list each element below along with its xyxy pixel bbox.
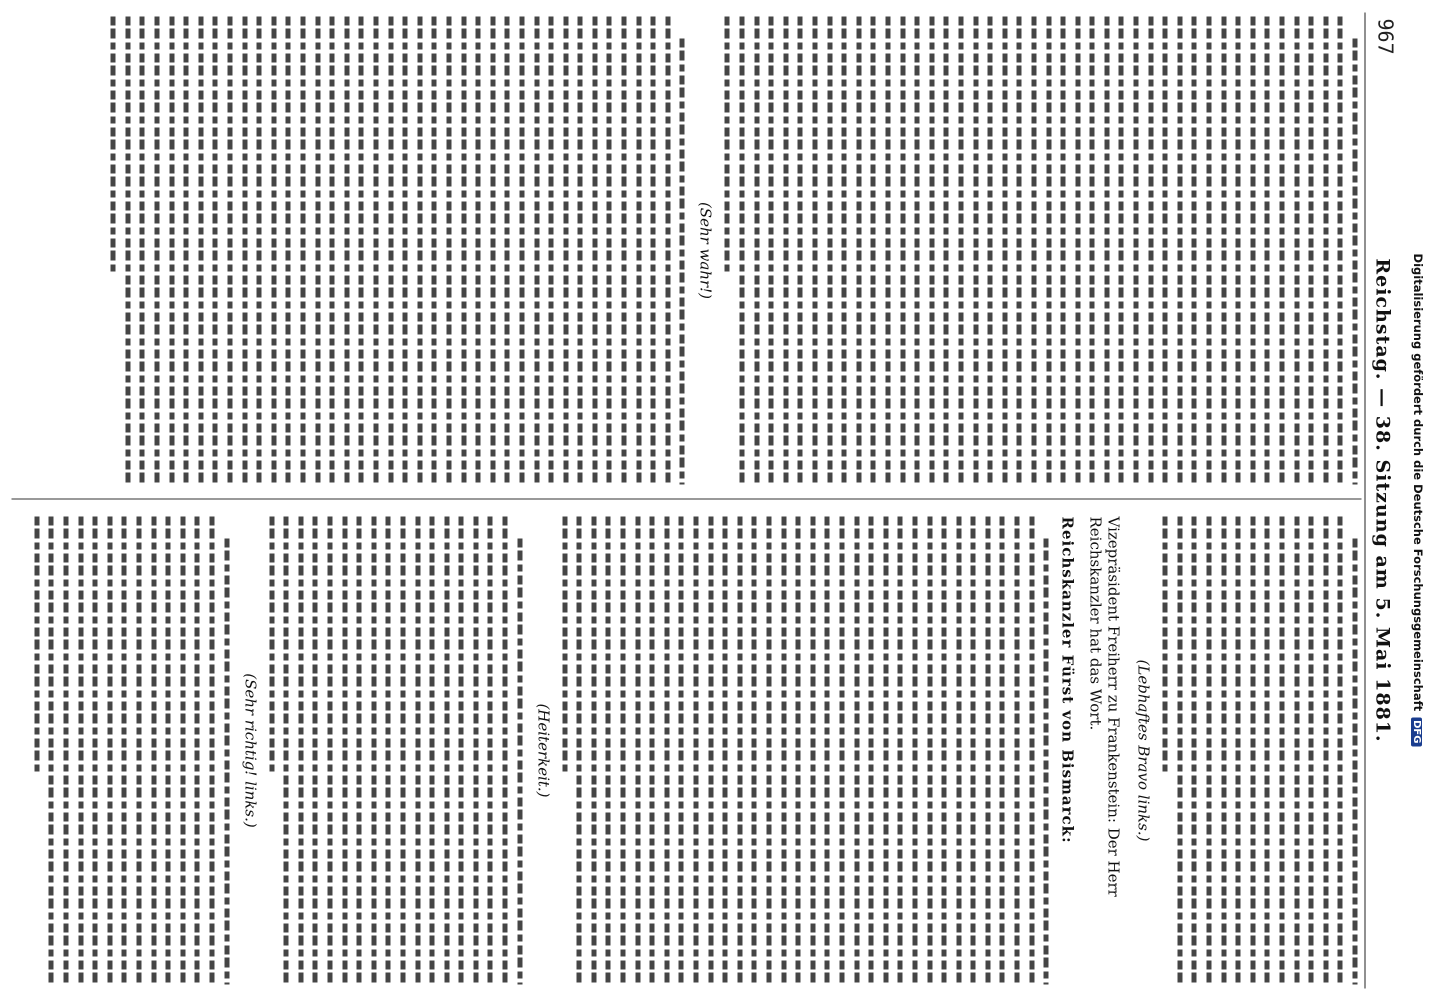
text-line-placeholder	[344, 16, 349, 484]
text-line-placeholder	[900, 16, 905, 484]
interjection: (Sehr richtig! links.)	[240, 672, 259, 828]
text-line-placeholder	[107, 516, 112, 984]
text-line-placeholder	[78, 516, 83, 984]
text-line-placeholder	[183, 16, 188, 484]
text-line-placeholder	[180, 516, 185, 984]
text-line-placeholder	[446, 16, 451, 484]
text-line-placeholder	[415, 516, 420, 984]
text-line-placeholder	[607, 16, 612, 484]
text-line-placeholder	[985, 516, 990, 984]
text-line-placeholder	[576, 516, 581, 984]
text-line-placeholder	[751, 516, 756, 984]
interjection: (Lebhaftes Bravo links.)	[1134, 659, 1153, 841]
text-line-placeholder	[563, 16, 568, 484]
text-line-placeholder	[63, 516, 68, 984]
text-line-placeholder	[592, 16, 597, 484]
text-line-placeholder	[517, 538, 522, 984]
paragraph	[269, 516, 522, 984]
text-line-placeholder	[912, 516, 917, 984]
text-line-placeholder	[1264, 16, 1269, 484]
dfg-logo: DFG	[1411, 717, 1422, 746]
text-line-placeholder	[1046, 16, 1051, 484]
text-line-placeholder	[140, 16, 145, 484]
text-line-placeholder	[1104, 16, 1109, 484]
paragraph	[724, 16, 1357, 484]
text-line-placeholder	[897, 516, 902, 984]
text-line-placeholder	[1002, 16, 1007, 484]
running-title: Reichstag. — 38. Sitzung am 5. Mai 1881.	[1371, 257, 1393, 743]
text-line-placeholder	[1323, 16, 1328, 484]
text-line-placeholder	[1279, 16, 1284, 484]
speaker-name	[1058, 516, 1076, 984]
text-line-placeholder	[48, 516, 53, 984]
text-line-placeholder	[870, 16, 875, 484]
text-line-placeholder	[868, 516, 873, 984]
text-line-placeholder	[929, 16, 934, 484]
text-line-placeholder	[1294, 516, 1299, 984]
text-line-placeholder	[1133, 16, 1138, 484]
text-line-placeholder	[650, 16, 655, 484]
text-line-placeholder	[562, 516, 567, 773]
paragraph	[110, 16, 684, 484]
text-line-placeholder	[1235, 516, 1240, 984]
text-line-placeholder	[1294, 16, 1299, 484]
text-line-placeholder	[635, 516, 640, 984]
text-line-placeholder	[1206, 516, 1211, 984]
text-line-placeholder	[1000, 516, 1005, 984]
text-line-placeholder	[488, 516, 493, 984]
column-divider	[11, 498, 1361, 499]
text-line-placeholder	[973, 16, 978, 484]
text-line-placeholder	[824, 516, 829, 984]
text-line-placeholder	[417, 16, 422, 484]
text-line-placeholder	[591, 516, 596, 984]
text-line-placeholder	[737, 516, 742, 984]
text-line-placeholder	[1308, 16, 1313, 484]
text-line-placeholder	[1191, 16, 1196, 484]
text-line-placeholder	[194, 516, 199, 984]
text-line-placeholder	[212, 16, 217, 484]
text-line-placeholder	[1279, 516, 1284, 984]
text-line-placeholder	[1162, 16, 1167, 484]
text-line-placeholder	[475, 16, 480, 484]
text-line-placeholder	[1016, 16, 1021, 484]
text-line-placeholder	[1029, 516, 1034, 984]
text-line-placeholder	[356, 516, 361, 984]
text-line-placeholder	[1191, 516, 1196, 984]
paragraph	[34, 516, 229, 984]
text-line-placeholder	[1043, 538, 1048, 984]
interjection: (Heiterkeit.)	[533, 702, 552, 798]
text-line-placeholder	[327, 516, 332, 984]
text-line-placeholder	[956, 516, 961, 984]
text-line-placeholder	[708, 516, 713, 984]
digitization-credit	[1405, 0, 1432, 1000]
text-line-placeholder	[970, 516, 975, 984]
text-line-placeholder	[839, 516, 844, 984]
text-line-placeholder	[1089, 16, 1094, 484]
text-line-placeholder	[224, 538, 229, 984]
text-line-placeholder	[373, 16, 378, 484]
text-line-placeholder	[169, 16, 174, 484]
text-line-placeholder	[227, 16, 232, 484]
text-line-placeholder	[797, 16, 802, 484]
text-line-placeholder	[1206, 16, 1211, 484]
text-line-placeholder	[548, 16, 553, 484]
text-line-placeholder	[504, 16, 509, 484]
text-line-placeholder	[854, 516, 859, 984]
text-line-placeholder	[1337, 516, 1342, 984]
text-line-placeholder	[987, 16, 992, 484]
paragraph	[562, 516, 1049, 984]
text-line-placeholder	[400, 516, 405, 984]
text-line-placeholder	[165, 516, 170, 984]
text-line-placeholder	[1308, 516, 1313, 984]
text-line-placeholder	[198, 16, 203, 484]
text-line-placeholder	[1221, 16, 1226, 484]
text-line-placeholder	[1060, 16, 1065, 484]
text-line-placeholder	[534, 16, 539, 484]
text-line-placeholder	[1352, 538, 1357, 984]
text-line-placeholder	[781, 516, 786, 984]
page-number: 967	[1373, 18, 1397, 55]
text-line-placeholder	[121, 516, 126, 984]
text-line-placeholder	[1264, 516, 1269, 984]
text-line-placeholder	[678, 516, 683, 984]
text-line-placeholder	[329, 16, 334, 484]
text-line-placeholder	[883, 516, 888, 984]
text-line-placeholder	[519, 16, 524, 484]
text-line-placeholder	[1352, 38, 1357, 484]
text-column-left	[17, 16, 1357, 484]
text-line-placeholder	[1148, 16, 1153, 484]
text-line-placeholder	[841, 16, 846, 484]
text-line-placeholder	[429, 516, 434, 984]
speaker-intro: Vizepräsident Freiherr zu Frankenstein: Der Herr Reichskanzler hat das Wort.	[1086, 516, 1123, 897]
text-line-placeholder	[136, 516, 141, 984]
text-line-placeholder	[664, 516, 669, 984]
interjection: (Sehr wahr!)	[696, 201, 715, 299]
text-line-placeholder	[941, 516, 946, 984]
text-line-placeholder	[927, 516, 932, 984]
text-line-placeholder	[151, 516, 156, 984]
text-line-placeholder	[768, 16, 773, 484]
text-line-placeholder	[914, 16, 919, 484]
text-line-placeholder	[269, 516, 274, 773]
text-column-right	[17, 516, 1357, 984]
text-line-placeholder	[1162, 516, 1167, 773]
text-line-placeholder	[605, 516, 610, 984]
text-line-placeholder	[92, 516, 97, 984]
text-line-placeholder	[1323, 516, 1328, 984]
text-line-placeholder	[385, 516, 390, 984]
text-line-placeholder	[256, 16, 261, 484]
text-line-placeholder	[636, 16, 641, 484]
text-line-placeholder	[490, 16, 495, 484]
text-line-placeholder	[812, 16, 817, 484]
text-line-placeholder	[473, 516, 478, 984]
text-line-placeholder	[665, 16, 670, 484]
text-line-placeholder	[285, 16, 290, 484]
text-line-placeholder	[431, 16, 436, 484]
text-line-placeholder	[402, 16, 407, 484]
text-line-placeholder	[358, 16, 363, 484]
text-line-placeholder	[1337, 16, 1342, 484]
paragraph	[1162, 516, 1357, 984]
text-line-placeholder	[209, 516, 214, 984]
text-line-placeholder	[739, 16, 744, 484]
text-line-placeholder	[1177, 16, 1182, 484]
text-line-placeholder	[885, 16, 890, 484]
credit-text: Digitalisierung gefördert durch die Deutsche Forschungsgemeinschaft	[1411, 253, 1425, 712]
text-line-placeholder	[461, 16, 466, 484]
text-line-placeholder	[795, 516, 800, 984]
text-line-placeholder	[1250, 516, 1255, 984]
text-line-placeholder	[810, 516, 815, 984]
text-line-placeholder	[766, 516, 771, 984]
text-line-placeholder	[621, 16, 626, 484]
text-line-placeholder	[502, 516, 507, 984]
text-line-placeholder	[298, 516, 303, 984]
text-line-placeholder	[649, 516, 654, 984]
text-line-placeholder	[312, 516, 317, 984]
text-line-placeholder	[724, 16, 729, 273]
text-line-placeholder	[271, 16, 276, 484]
text-line-placeholder	[1031, 16, 1036, 484]
text-line-placeholder	[1075, 16, 1080, 484]
text-line-placeholder	[110, 16, 115, 273]
text-line-placeholder	[388, 16, 393, 484]
text-line-placeholder	[371, 516, 376, 984]
text-line-placeholder	[1221, 516, 1226, 984]
text-line-placeholder	[1177, 516, 1182, 984]
text-line-placeholder	[154, 16, 159, 484]
text-line-placeholder	[300, 16, 305, 484]
text-line-placeholder	[958, 16, 963, 484]
text-line-placeholder	[620, 516, 625, 984]
text-line-placeholder	[1119, 16, 1124, 484]
text-line-placeholder	[827, 16, 832, 484]
text-line-placeholder	[242, 16, 247, 484]
text-line-placeholder	[1250, 16, 1255, 484]
text-line-placeholder	[754, 16, 759, 484]
text-line-placeholder	[283, 516, 288, 984]
text-line-placeholder	[34, 516, 39, 773]
text-line-placeholder	[693, 516, 698, 984]
text-line-placeholder	[458, 516, 463, 984]
speaker-name-text: Reichskanzler Fürst von Bismarck:	[1058, 516, 1077, 844]
text-line-placeholder	[125, 16, 130, 484]
text-line-placeholder	[856, 16, 861, 484]
text-line-placeholder	[943, 16, 948, 484]
text-line-placeholder	[444, 516, 449, 984]
text-line-placeholder	[783, 16, 788, 484]
text-line-placeholder	[722, 516, 727, 984]
text-line-placeholder	[1014, 516, 1019, 984]
text-line-placeholder	[1235, 16, 1240, 484]
header-rule	[1364, 12, 1365, 988]
text-line-placeholder	[315, 16, 320, 484]
text-line-placeholder	[342, 516, 347, 984]
text-line-placeholder	[679, 38, 684, 484]
text-line-placeholder	[577, 16, 582, 484]
page-header	[1365, 0, 1399, 1000]
